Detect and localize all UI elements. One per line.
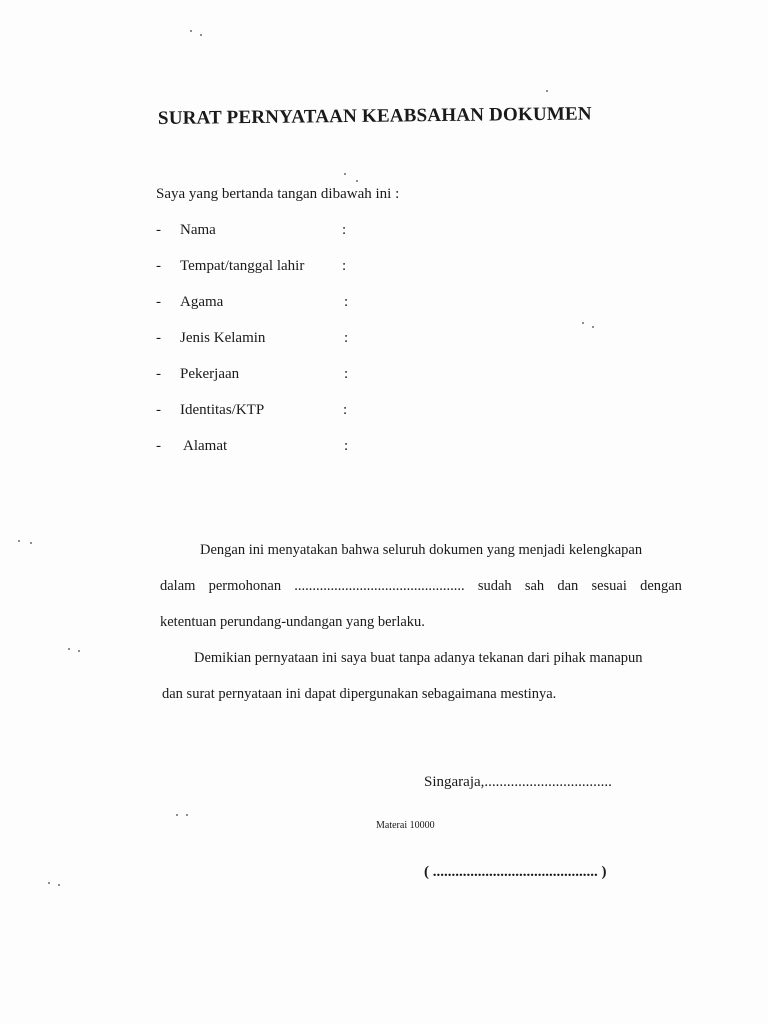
scan-speck xyxy=(58,884,60,886)
scan-speck xyxy=(344,173,346,175)
statement-paragraph-line-1: Dengan ini menyatakan bahwa seluruh dokumen yang menjadi kelengkapan xyxy=(200,542,643,558)
scan-speck xyxy=(30,542,32,544)
field-row-jenis-kelamin xyxy=(156,330,416,350)
scan-speck xyxy=(18,540,20,542)
field-colon: : xyxy=(344,438,349,454)
statement-word: dengan xyxy=(640,578,682,594)
application-blank: ............................................... xyxy=(294,578,465,594)
scan-speck xyxy=(592,326,594,328)
field-label-pekerjaan: Pekerjaan xyxy=(180,366,240,382)
document-title: SURAT PERNYATAAN KEABSAHAN DOKUMEN xyxy=(157,103,592,129)
field-label-alamat: Alamat xyxy=(183,438,228,454)
field-row-tempat-tanggal-lahir xyxy=(156,258,416,278)
statement-word: sesuai xyxy=(591,578,627,594)
field-row-nama xyxy=(156,222,416,242)
scan-speck xyxy=(582,322,584,324)
field-row-agama xyxy=(156,294,416,314)
field-label-nama: Nama xyxy=(180,222,216,238)
place-date-line: Singaraja,.................................. xyxy=(424,774,612,790)
scan-speck xyxy=(78,650,80,652)
statement-word: sah xyxy=(524,578,545,594)
scan-speck xyxy=(546,90,548,92)
field-label-identitas-ktp: Identitas/KTP xyxy=(180,402,265,418)
intro-text: Saya yang bertanda tangan dibawah ini : xyxy=(156,186,400,202)
field-bullet: - xyxy=(156,330,161,346)
field-row-alamat xyxy=(156,438,416,458)
field-bullet: - xyxy=(156,438,161,454)
scan-speck xyxy=(176,814,178,816)
field-bullet: - xyxy=(156,294,161,310)
field-row-identitas-ktp xyxy=(156,402,416,422)
field-colon: : xyxy=(343,402,348,418)
statement-word: dan xyxy=(557,578,579,594)
field-bullet: - xyxy=(156,258,161,274)
field-label-tempat-tanggal-lahir: Tempat/tanggal lahir xyxy=(180,258,305,274)
closing-paragraph-line-2: dan surat pernyataan ini dapat dipergunakan sebagaimana mestinya. xyxy=(162,686,557,702)
scan-speck xyxy=(68,648,70,650)
field-colon: : xyxy=(342,222,347,238)
signature-line: ( ............................................ ) xyxy=(424,864,607,880)
statement-word: sudah xyxy=(477,578,512,594)
field-row-pekerjaan xyxy=(156,366,416,386)
field-bullet: - xyxy=(156,366,161,382)
statement-paragraph-line-3: ketentuan perundang-undangan yang berlaku. xyxy=(160,614,425,630)
field-label-agama: Agama xyxy=(180,294,224,310)
field-colon: : xyxy=(342,258,347,274)
field-label-jenis-kelamin: Jenis Kelamin xyxy=(180,330,266,346)
closing-paragraph-line-1: Demikian pernyataan ini saya buat tanpa adanya tekanan dari pihak manapun xyxy=(194,650,643,666)
scan-speck xyxy=(48,882,50,884)
statement-word: dalam xyxy=(160,578,196,594)
field-bullet: - xyxy=(156,402,161,418)
field-colon: : xyxy=(344,330,349,346)
scan-speck xyxy=(190,30,192,32)
field-colon: : xyxy=(344,294,349,310)
field-bullet: - xyxy=(156,222,161,238)
field-colon: : xyxy=(344,366,349,382)
stamp-duty-note: Materai 10000 xyxy=(376,820,435,831)
scan-speck xyxy=(186,814,188,816)
statement-word: permohonan xyxy=(208,578,282,594)
statement-paragraph-line-2 xyxy=(160,578,682,595)
scan-speck xyxy=(200,34,202,36)
scan-speck xyxy=(356,180,358,182)
